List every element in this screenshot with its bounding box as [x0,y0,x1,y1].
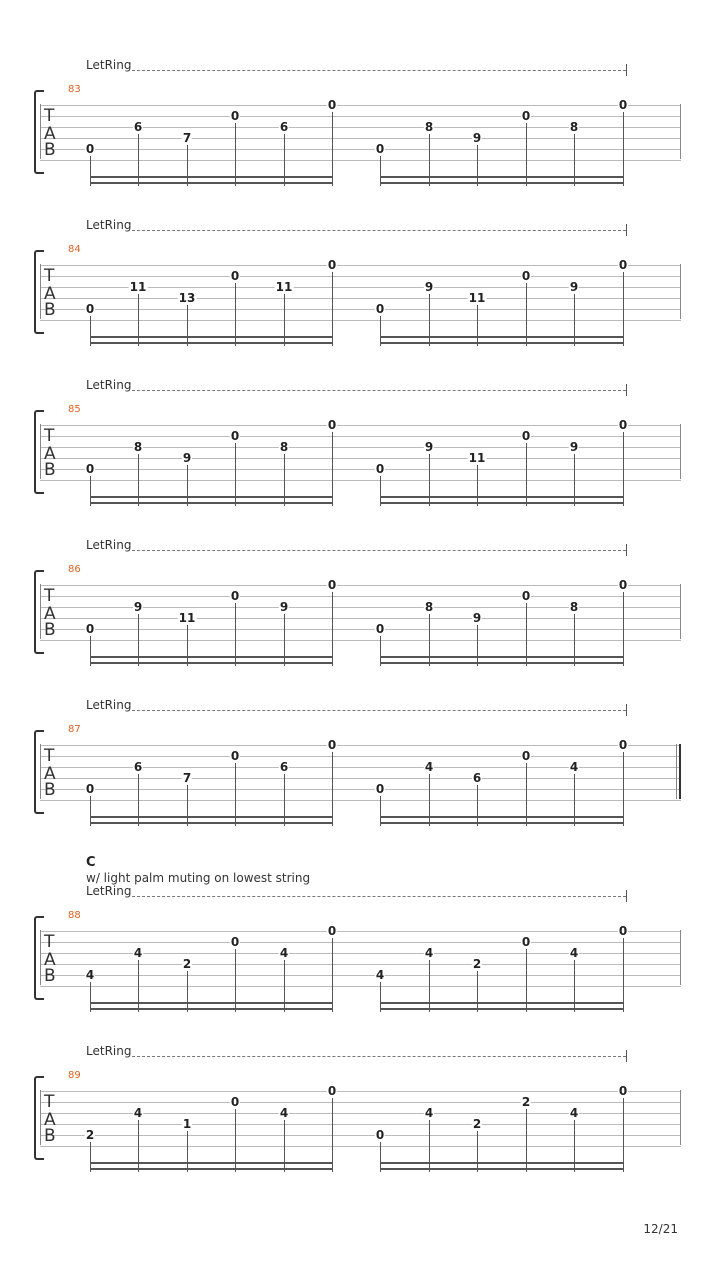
fret-number: 0 [521,429,531,443]
tab-system [0,218,720,358]
staff-string-line [40,1124,681,1125]
barline-start [40,424,41,479]
beam [380,1002,624,1004]
letring-dash-line [132,896,626,897]
tab-clef-letter: T [44,1092,55,1112]
fret-number: 0 [230,749,240,763]
staff-brace [34,1076,44,1160]
note-stem [429,773,430,826]
note-stem [332,1097,333,1172]
beam [380,662,624,664]
tab-clef-letter: B [44,620,56,640]
note-stem [332,591,333,666]
beam [380,502,624,504]
note-stem [574,959,575,1012]
fret-number: 0 [375,462,385,476]
note-stem [138,1119,139,1172]
fret-number: 0 [327,418,337,432]
beam [90,336,333,338]
bar-number: 84 [68,244,81,255]
staff-string-line [40,585,681,586]
staff-string-line [40,298,681,299]
fret-number: 0 [327,924,337,938]
staff-string-line [40,160,681,161]
fret-number: 0 [85,622,95,636]
fret-number: 9 [279,600,289,614]
tab-clef-letter: A [44,1110,56,1130]
staff-string-line [40,458,681,459]
beam [380,496,624,498]
note-stem [187,304,188,346]
staff-string-line [40,931,681,932]
barline-double-thin [676,744,677,799]
barline-end [680,584,681,639]
note-stem [623,111,624,186]
note-stem [574,1119,575,1172]
fret-number: 9 [182,451,192,465]
tab-clef-letter: T [44,586,55,606]
letring-end-mark [626,704,627,716]
beam [380,656,624,658]
beam [90,822,333,824]
staff-string-line [40,105,681,106]
staff-brace [34,916,44,1000]
fret-number: 4 [133,1106,143,1120]
note-stem [332,431,333,506]
fret-number: 2 [472,957,482,971]
note-stem [138,133,139,186]
staff-string-line [40,309,681,310]
fret-number: 0 [375,142,385,156]
fret-number: 4 [569,1106,579,1120]
fret-number: 6 [133,120,143,134]
note-stem [187,784,188,826]
fret-number: 0 [618,738,628,752]
beam [380,176,624,178]
note-stem [187,144,188,186]
note-stem [187,1130,188,1172]
fret-number: 2 [85,1128,95,1142]
fret-number: 11 [468,291,486,305]
note-stem [623,751,624,826]
beam [380,822,624,824]
fret-number: 9 [569,280,579,294]
fret-number: 4 [569,760,579,774]
beam [90,176,333,178]
staff-string-line [40,1135,681,1136]
tab-system [0,378,720,518]
staff-string-line [40,1146,681,1147]
fret-number: 0 [521,935,531,949]
tab-system [0,884,720,1024]
note-stem [284,773,285,826]
fret-number: 0 [327,738,337,752]
fret-number: 0 [85,782,95,796]
fret-number: 8 [133,440,143,454]
tab-clef-letter: A [44,950,56,970]
letring-dash-line [132,70,626,71]
note-stem [284,613,285,666]
fret-number: 9 [472,131,482,145]
barline-start [40,584,41,639]
fret-number: 0 [230,269,240,283]
note-stem [187,970,188,1012]
note-stem [477,144,478,186]
note-stem [284,959,285,1012]
staff-string-line [40,800,681,801]
fret-number: 0 [521,109,531,123]
note-stem [284,1119,285,1172]
fret-number: 8 [279,440,289,454]
note-stem [332,271,333,346]
fret-number: 1 [182,1117,192,1131]
letring-label: LetRing [86,884,132,898]
beam [380,816,624,818]
note-stem [332,937,333,1012]
note-stem [477,304,478,346]
staff-string-line [40,640,681,641]
note-stem [574,293,575,346]
staff-string-line [40,975,681,976]
fret-number: 0 [327,1084,337,1098]
note-stem [477,624,478,666]
fret-number: 0 [375,1128,385,1142]
fret-number: 0 [85,462,95,476]
staff-string-line [40,480,681,481]
staff-string-line [40,469,681,470]
fret-number: 9 [424,440,434,454]
barline-end [680,1090,681,1145]
staff-string-line [40,276,681,277]
fret-number: 0 [230,1095,240,1109]
fret-number: 6 [279,120,289,134]
tab-clef-letter: B [44,1126,56,1146]
beam [380,1162,624,1164]
note-stem [477,970,478,1012]
beam [90,496,333,498]
letring-end-mark [626,890,627,902]
beam [380,342,624,344]
tab-clef-letter: B [44,460,56,480]
note-stem [429,453,430,506]
note-stem [623,937,624,1012]
tab-clef-letter: B [44,966,56,986]
note-stem [574,773,575,826]
barline-start [40,264,41,319]
fret-number: 6 [279,760,289,774]
fret-number: 9 [472,611,482,625]
staff-string-line [40,1102,681,1103]
fret-number: 6 [133,760,143,774]
barline-end [680,930,681,985]
fret-number: 0 [618,924,628,938]
barline-double-thick [679,744,681,799]
barline-end [680,424,681,479]
barline-end [680,264,681,319]
note-stem [138,613,139,666]
staff-string-line [40,116,681,117]
fret-number: 4 [279,946,289,960]
beam [90,816,333,818]
bar-number: 83 [68,84,81,95]
letring-dash-line [132,1056,626,1057]
tab-clef-letter: A [44,604,56,624]
fret-number: 11 [129,280,147,294]
beam [90,1002,333,1004]
fret-number: 11 [275,280,293,294]
fret-number: 0 [375,622,385,636]
fret-number: 0 [327,98,337,112]
note-stem [623,431,624,506]
note-stem [332,751,333,826]
note-stem [332,111,333,186]
beam [90,502,333,504]
note-stem [138,959,139,1012]
fret-number: 0 [618,418,628,432]
tab-system [0,1044,720,1184]
letring-label: LetRing [86,698,132,712]
tab-clef-letter: B [44,140,56,160]
fret-number: 4 [424,760,434,774]
note-stem [477,464,478,506]
barline-start [40,1090,41,1145]
fret-number: 0 [230,109,240,123]
section-instruction: w/ light palm muting on lowest string [86,871,311,885]
fret-number: 0 [85,302,95,316]
note-stem [623,271,624,346]
note-stem [574,453,575,506]
fret-number: 0 [85,142,95,156]
staff-string-line [40,789,681,790]
staff-string-line [40,986,681,987]
fret-number: 6 [472,771,482,785]
beam [90,1162,333,1164]
note-stem [429,613,430,666]
letring-end-mark [626,544,627,556]
note-stem [429,293,430,346]
note-stem [138,453,139,506]
barline-end [680,104,681,159]
staff-string-line [40,596,681,597]
beam [90,1008,333,1010]
fret-number: 0 [327,258,337,272]
letring-label: LetRing [86,378,132,392]
note-stem [623,1097,624,1172]
staff-brace [34,250,44,334]
tab-clef-letter: A [44,444,56,464]
fret-number: 0 [327,578,337,592]
beam [380,1168,624,1170]
fret-number: 2 [521,1095,531,1109]
staff-string-line [40,265,681,266]
fret-number: 11 [178,611,196,625]
letring-label: LetRing [86,1044,132,1058]
fret-number: 9 [424,280,434,294]
staff-string-line [40,436,681,437]
fret-number: 2 [182,957,192,971]
note-stem [429,1119,430,1172]
beam [90,1168,333,1170]
letring-dash-line [132,550,626,551]
beam [380,182,624,184]
staff-string-line [40,778,681,779]
letring-label: LetRing [86,538,132,552]
tab-clef-letter: A [44,124,56,144]
note-stem [138,773,139,826]
fret-number: 7 [182,771,192,785]
letring-end-mark [626,224,627,236]
fret-number: 4 [133,946,143,960]
note-stem [574,133,575,186]
fret-number: 9 [133,600,143,614]
bar-number: 87 [68,724,81,735]
beam [90,182,333,184]
tab-clef-letter: T [44,106,55,126]
tab-clef-letter: T [44,746,55,766]
letring-end-mark [626,64,627,76]
section-letter: C [86,855,96,870]
fret-number: 13 [178,291,196,305]
fret-number: 0 [521,589,531,603]
tab-clef-letter: T [44,426,55,446]
tab-clef-letter: B [44,300,56,320]
staff-string-line [40,756,681,757]
tab-clef-letter: T [44,932,55,952]
beam [380,336,624,338]
note-stem [574,613,575,666]
barline-start [40,744,41,799]
letring-dash-line [132,230,626,231]
page-number: 12/21 [643,1222,678,1236]
note-stem [477,784,478,826]
fret-number: 8 [569,120,579,134]
fret-number: 0 [618,258,628,272]
fret-number: 4 [85,968,95,982]
staff-string-line [40,425,681,426]
staff-string-line [40,964,681,965]
barline-start [40,930,41,985]
fret-number: 8 [424,600,434,614]
bar-number: 88 [68,910,81,921]
note-stem [138,293,139,346]
fret-number: 8 [569,600,579,614]
staff-string-line [40,320,681,321]
fret-number: 4 [569,946,579,960]
fret-number: 0 [618,98,628,112]
staff-string-line [40,138,681,139]
tab-clef-letter: B [44,780,56,800]
fret-number: 2 [472,1117,482,1131]
fret-number: 0 [618,578,628,592]
fret-number: 4 [279,1106,289,1120]
staff-brace [34,730,44,814]
tab-system [0,538,720,678]
fret-number: 7 [182,131,192,145]
fret-number: 0 [375,302,385,316]
beam [380,1008,624,1010]
beam [90,662,333,664]
staff-brace [34,570,44,654]
note-stem [284,293,285,346]
bar-number: 86 [68,564,81,575]
note-stem [284,453,285,506]
staff-string-line [40,745,681,746]
staff-string-line [40,629,681,630]
beam [90,656,333,658]
fret-number: 9 [569,440,579,454]
fret-number: 0 [521,269,531,283]
letring-dash-line [132,390,626,391]
letring-end-mark [626,1050,627,1062]
bar-number: 89 [68,1070,81,1081]
tab-system [0,58,720,198]
note-stem [284,133,285,186]
fret-number: 0 [230,589,240,603]
note-stem [187,624,188,666]
fret-number: 0 [230,429,240,443]
beam [90,342,333,344]
letring-label: LetRing [86,218,132,232]
fret-number: 8 [424,120,434,134]
note-stem [623,591,624,666]
bar-number: 85 [68,404,81,415]
letring-dash-line [132,710,626,711]
tab-clef-letter: A [44,284,56,304]
fret-number: 0 [230,935,240,949]
fret-number: 0 [618,1084,628,1098]
staff-string-line [40,942,681,943]
staff-brace [34,90,44,174]
staff-string-line [40,1091,681,1092]
barline-start [40,104,41,159]
tab-clef-letter: A [44,764,56,784]
fret-number: 11 [468,451,486,465]
staff-string-line [40,149,681,150]
note-stem [429,959,430,1012]
staff-string-line [40,618,681,619]
letring-label: LetRing [86,58,132,72]
fret-number: 4 [424,1106,434,1120]
fret-number: 4 [375,968,385,982]
staff-brace [34,410,44,494]
letring-end-mark [626,384,627,396]
tab-clef-letter: T [44,266,55,286]
note-stem [477,1130,478,1172]
tab-system [0,698,720,838]
fret-number: 0 [521,749,531,763]
fret-number: 4 [424,946,434,960]
note-stem [429,133,430,186]
fret-number: 0 [375,782,385,796]
note-stem [187,464,188,506]
